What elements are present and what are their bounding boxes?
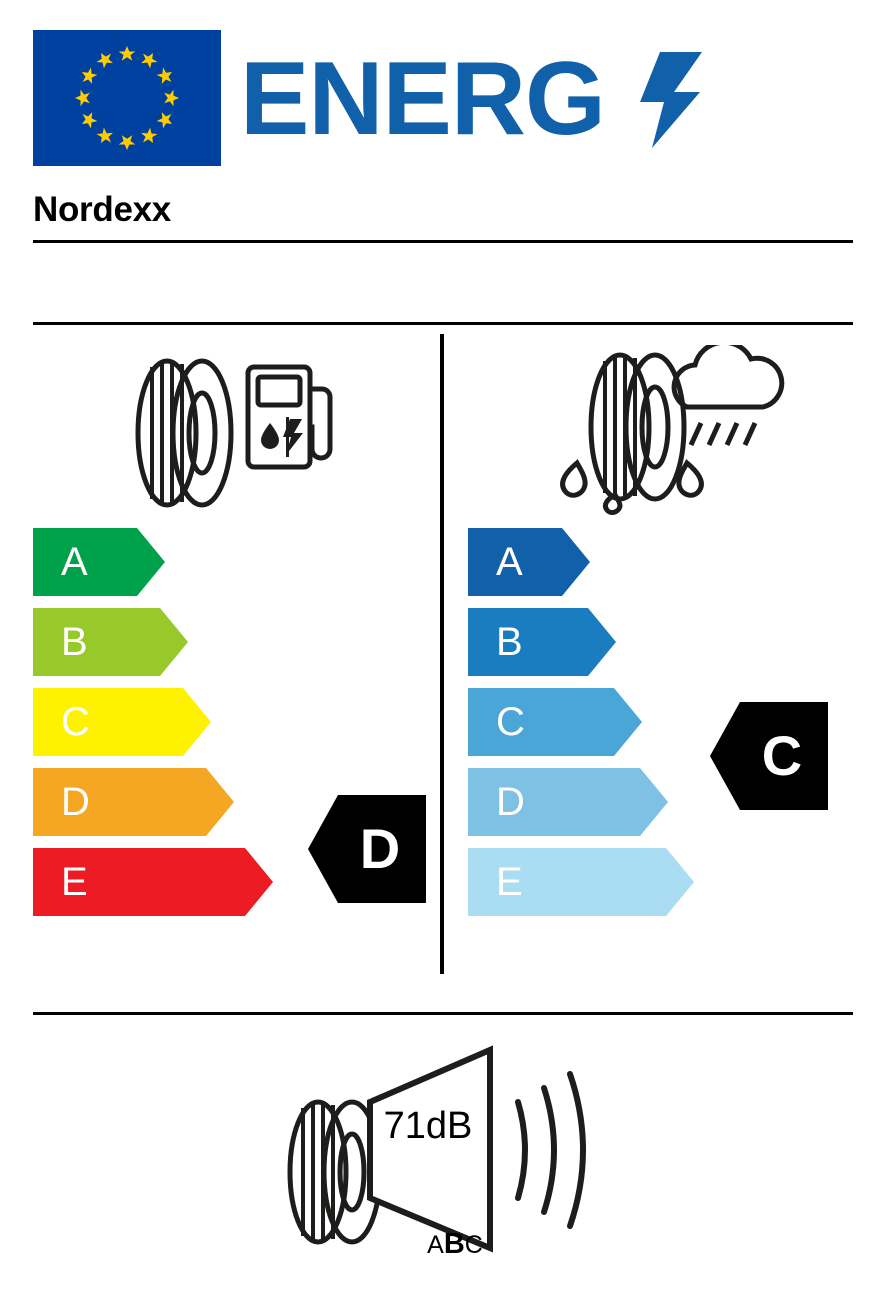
grade-row xyxy=(33,768,293,836)
fuel-grade-d xyxy=(33,768,234,836)
grade-letter: C xyxy=(61,700,90,744)
fuel-grade-e xyxy=(33,848,273,916)
grade-letter: D xyxy=(496,780,525,824)
noise-class-scale xyxy=(400,1228,510,1261)
grip-grade-e xyxy=(468,848,694,916)
grade-row xyxy=(468,608,728,676)
fuel-grade-c xyxy=(33,688,211,756)
grip-grade-d xyxy=(468,768,668,836)
grade-row xyxy=(33,528,293,596)
divider-top xyxy=(33,322,853,325)
noise-class-b: B xyxy=(443,1228,465,1260)
wet-grip-result-badge xyxy=(710,702,828,810)
divider-vertical xyxy=(440,334,444,974)
eu-flag-icon xyxy=(33,30,221,166)
divider-noise xyxy=(33,1012,853,1015)
grade-letter: E xyxy=(61,860,88,904)
grip-grade-a xyxy=(468,528,590,596)
grip-grade-b xyxy=(468,608,616,676)
fuel-grade-a xyxy=(33,528,165,596)
fuel-result-letter: D xyxy=(359,817,401,880)
brand-name: Nordexx xyxy=(33,190,171,229)
grade-letter: E xyxy=(496,860,523,904)
grade-row xyxy=(468,768,728,836)
fuel-efficiency-scale xyxy=(33,528,293,928)
grade-letter: C xyxy=(496,700,525,744)
grade-letter: A xyxy=(61,540,88,584)
grade-letter: D xyxy=(61,780,90,824)
grip-grade-c xyxy=(468,688,642,756)
grade-row xyxy=(33,848,293,916)
tyre-rain-cloud-icon xyxy=(525,345,795,520)
grade-letter: B xyxy=(496,620,523,664)
grade-row xyxy=(468,528,728,596)
energ-wordmark xyxy=(240,52,710,148)
grip-result-letter: C xyxy=(761,724,803,787)
grade-letter: B xyxy=(61,620,88,664)
grade-row xyxy=(468,848,728,916)
noise-class-c: C xyxy=(464,1231,483,1259)
divider-brand xyxy=(33,240,853,243)
lightning-bolt-icon xyxy=(640,52,702,148)
grade-row xyxy=(33,688,293,756)
grade-row xyxy=(33,608,293,676)
energ-text: ENERG xyxy=(240,52,605,148)
fuel-grade-b xyxy=(33,608,188,676)
noise-class-a: A xyxy=(427,1231,444,1259)
noise-value: 71dB xyxy=(383,1105,473,1147)
wet-grip-scale xyxy=(468,528,728,928)
fuel-efficiency-result-badge xyxy=(308,795,426,903)
grade-letter: A xyxy=(496,540,523,584)
tyre-fuel-pump-icon xyxy=(120,345,335,520)
grade-row xyxy=(468,688,728,756)
